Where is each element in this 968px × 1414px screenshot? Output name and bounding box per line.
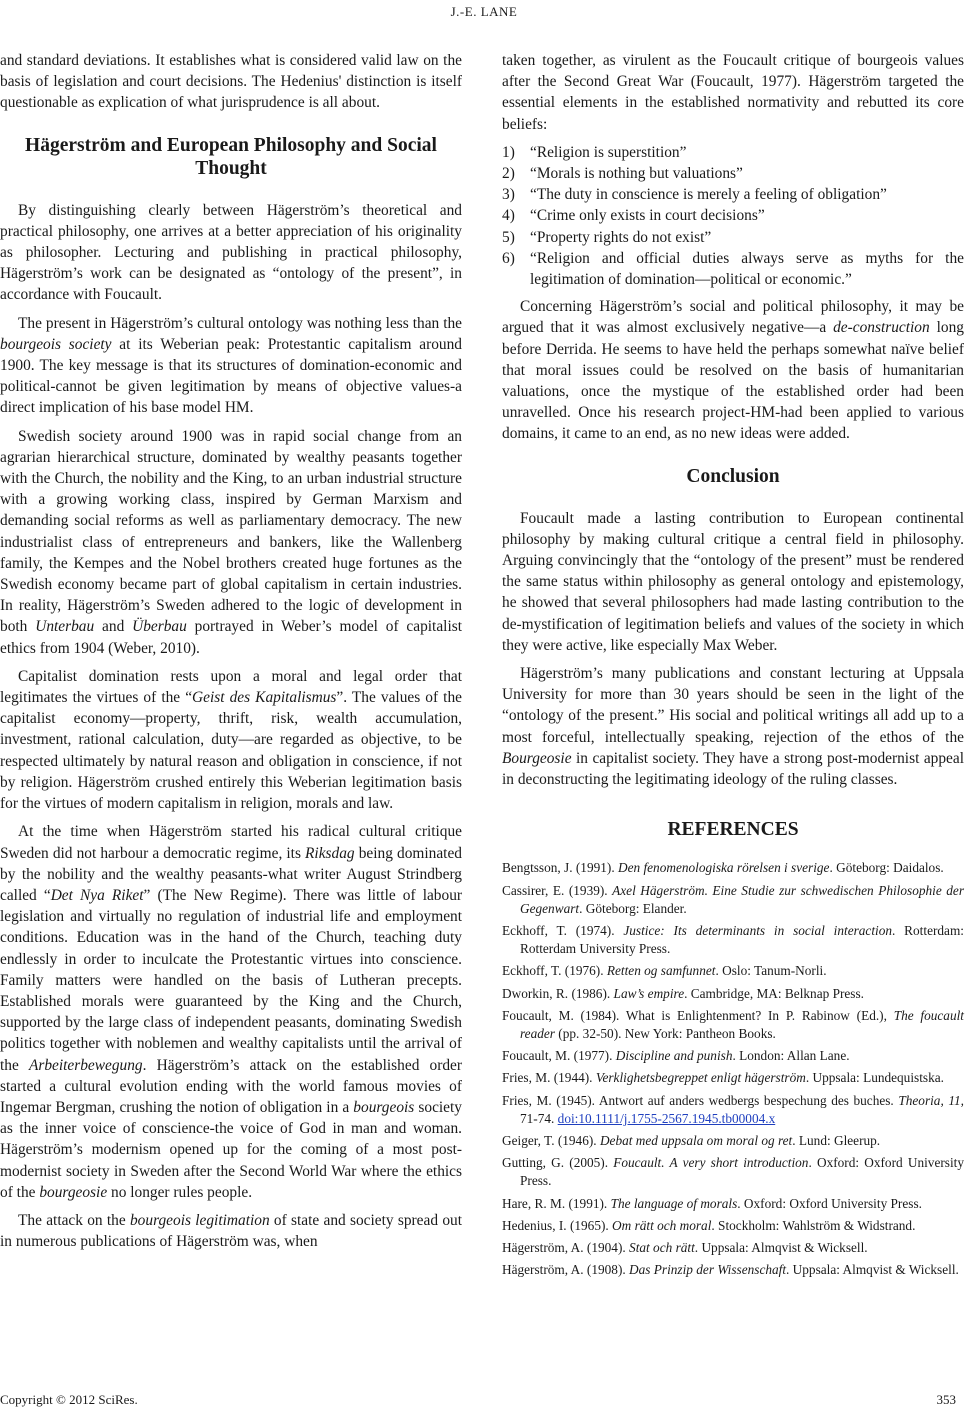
paragraph: Foucault made a lasting contribution to European continental philosophy by making cultural critique a central field in philosophy. Arguing convincingly that the “ontology of the present” must be rendered the same status within philosophy as general ontology and epistemology, he showed that several philosophers had made lasting contribution to the de-mystification of legitimation beliefs and values of the society in which they were active, like especially Max Weber.	[502, 509, 964, 654]
paragraph: By distinguishing clearly between Hägerström’s theoretical and practical philosophy, one arrives at a better appreciation of his originality as philosopher. Lecturing and publishing in practical philosophy, Hägerström’s work can be designated as “ontology of the present”, in accordance with Foucault.	[0, 201, 462, 304]
intro-paragraph: and standard deviations. It establishes what is considered valid law on the basis of legislation and court decisions. The Hedenius' distinction is itself questionable as explication of what jurisprudence is all about.	[0, 52, 462, 112]
reference-item: Gutting, G. (2005). Foucault. A very short introduction. Oxford: Oxford University Press.	[502, 1155, 964, 1189]
reference-item: Bengtsson, J. (1991). Den fenomenologiska rörelsen i sverige. Göteborg: Daidalos.	[502, 860, 944, 876]
reference-item: Foucault, M. (1984). What is Enlightenment? In P. Rabinow (Ed.), The foucault reader (pp. 32-50). New York: Pantheon Books.	[502, 1007, 964, 1041]
reference-item: Fries, M. (1944). Verklighetsbegreppet enligt hägerström. Uppsala: Lundequistska.	[502, 1070, 944, 1086]
reference-item: Geiger, T. (1946). Debat med uppsala om moral og ret. Lund: Gleerup.	[502, 1132, 881, 1148]
list-item: 4) “Crime only exists in court decisions”	[502, 207, 765, 225]
paragraph: The attack on the bourgeois legitimation of state and society spread out in numerous publications of Hägerström was, when	[0, 1211, 462, 1251]
list-item: 1) “Religion is superstition”	[502, 143, 687, 161]
copyright-footer: Copyright © 2012 SciRes.	[0, 1392, 138, 1407]
paragraph: Capitalist domination rests upon a moral and legal order that legitimates the virtues of the “Geist des Kapitalismus”. The values of the capitalist economy—property, thrift, risk, wealth accumulation, investment, rational calculation, duty—are regarded as objective, to be respected ultimately by natural reason and obligation in conscience, if not by religion. Hägerström crushed entirely this Weberian legitimation basis for the virtues of modern capitalism in religion, morals and law.	[0, 667, 462, 813]
references-list	[502, 859, 964, 1279]
list-item: 2) “Morals is nothing but valuations”	[502, 165, 743, 183]
doi-link[interactable]: doi:10.1111/j.1755-2567.1945.tb00004.x	[557, 1110, 776, 1126]
list-item: 6) “Religion and official duties always serve as myths for the legitimation of domination—political or economic.”	[502, 249, 964, 289]
reference-item: Eckhoff, T. (1976). Retten og samfunnet. Oslo: Tanum-Norli.	[502, 963, 827, 979]
right-column	[502, 50, 964, 1283]
paragraph: Concerning Hägerström’s social and political philosophy, it may be argued that it was almost exclusively negative—a de-construction long before Derrida. He seems to have held the perhaps somewhat naïve belief that moral issues could be resolved on the basis of humanitarian valuations, once the mystique of the established order had been unravelled. Once his research project-HM-had been applied to various domains, it came to an end, as no new ideas were added.	[502, 298, 964, 443]
page-number: 353	[936, 1392, 956, 1407]
reference-item: Eckhoff, T. (1974). Justice: Its determinants in social interaction. Rotterdam: Rotterdam University Press.	[502, 922, 964, 957]
reference-item: Foucault, M. (1977). Discipline and punish. London: Allan Lane.	[502, 1048, 850, 1064]
reference-item: Hägerström, A. (1908). Das Prinzip der Wissenschaft. Uppsala: Almqvist & Wicksell.	[502, 1262, 959, 1278]
list-item: 3) “The duty in conscience is merely a feeling of obligation”	[502, 186, 887, 204]
conclusion-title: Conclusion	[686, 465, 780, 487]
list-item: 5) “Property rights do not exist”	[502, 228, 712, 246]
reference-item: Fries, M. (1945). Antwort auf anders wedbergs bespechung des buches. Theoria, 11, 71-74. doi:10.1111/j.1755-2567.1945.tb00004.x	[502, 1092, 964, 1126]
references-title: REFERENCES	[667, 819, 799, 841]
reference-item: Hägerström, A. (1904). Stat och rätt. Uppsala: Almqvist & Wicksell.	[502, 1239, 868, 1255]
paragraph: Hägerström’s many publications and constant lecturing at Uppsala University for more than 30 years should be seen in the light of the “ontology of the present.” His social and political writings all add up to a most forceful, intellectually speaking, rejection of the ethos of the Bourgeosie in capitalist society. They have a strong post-modernist appeal in deconstructing the legitimating ideology of the ruling classes.	[502, 665, 964, 789]
left-column	[0, 50, 462, 1259]
reference-item: Dworkin, R. (1986). Law’s empire. Cambridge, MA: Belknap Press.	[502, 985, 864, 1001]
reference-item: Hare, R. M. (1991). The language of morals. Oxford: Oxford University Press.	[502, 1195, 922, 1211]
paragraph: The present in Hägerström’s cultural ontology was nothing less than the bourgeois society at its Weberian peak: Protestantic capitalism around 1900. The key message is that its structures of domination-economic and political-cannot be given legitimation by means of objective values-a direct implication of his base model HM.	[0, 314, 462, 417]
running-header: J.-E. LANE	[450, 4, 518, 19]
reference-item: Hedenius, I. (1965). Om rätt och moral. Stockholm: Wahlström & Widstrand.	[502, 1217, 916, 1233]
section-title: Hägerström and European Philosophy and Social Thought	[25, 134, 437, 179]
claims-list	[502, 142, 964, 290]
reference-item: Cassirer, E. (1939). Axel Hägerström. Eine Studie zur schwedischen Philosophie der Gegenwart. Göteborg: Elander.	[502, 882, 964, 916]
paragraph: taken together, as virulent as the Foucault critique of bourgeois values after the Second Great War (Foucault, 1977). Hägerström targeted the essential elements in the established normativity and rebutted its core beliefs:	[502, 52, 964, 133]
paragraph: Swedish society around 1900 was in rapid social change from an agrarian hierarchical structure, dominated by wealthy peasants together with the Church, the nobility and the King, to an urban industrial structure with a growing working class, inspired by German Marxism and demanding social reforms as well as parliamentary democracy. The new industrialist class of entrepreneurs and bankers, like the Wallenberg family, the Kempes and the Nobel brothers created huge fortunes as the Swedish economy became part of global capitalism in certain industries. In reality, Hägerström’s Sweden adhered to the logic of development in both Unterbau and Überbau portrayed in Weber’s model of capitalist ethics from 1904 (Weber, 2010).	[0, 427, 462, 657]
paragraph: At the time when Hägerström started his radical cultural critique Sweden did not harbour a democratic regime, its Riksdag being dominated by the nobility and the wealthy peasants-what writer August Strindberg called “Det Nya Riket” (The New Regime). There was little of labour legislation and virtually no regulation of industrial life and employment conditions. Education was in the hand of the Church, teaching duty endlessly in order to inculcate the Protestantic virtues into conscience. Family matters were handled on the basis of Lutheran precepts. Established morals were guaranteed by the King and the Church, supported by the large class of independent peasants, dominating Swedish politics together with noblemen and wealthy capitalists until the arrival of the Arbeiterbewegung. Hägerström’s attack on the established order started a cultural evolution ending with the world famous movies of Ingemar Bergman, crushing the notion of obligation in a bourgeois society as the inner voice of conscience-the voice of God in man and woman. Hägerström’s modernism opened up for the coming of a most post-modernist society in Sweden after the Second World War where the ethics of the bourgeosie no longer rules people.	[0, 823, 463, 1201]
